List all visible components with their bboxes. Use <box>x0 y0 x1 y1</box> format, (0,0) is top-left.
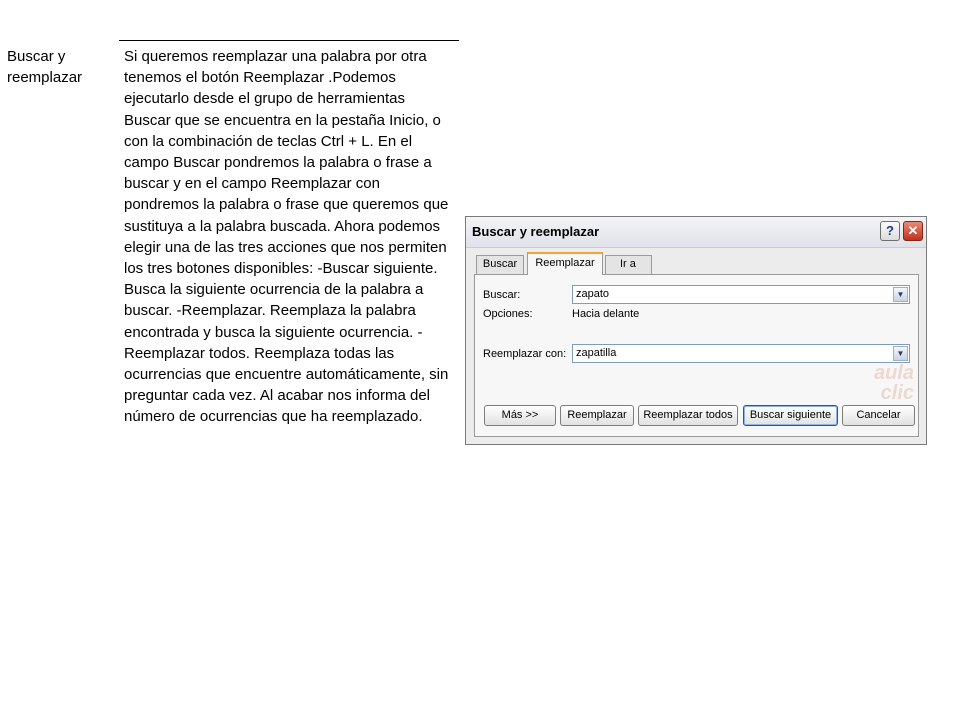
tab-buscar[interactable]: Buscar <box>476 255 524 274</box>
buscar-value: zapato <box>576 288 610 300</box>
chevron-down-icon[interactable]: ▼ <box>893 287 908 302</box>
buscar-siguiente-button[interactable]: Buscar siguiente <box>743 405 838 426</box>
top-rule <box>119 40 459 41</box>
tab-ir-a[interactable]: Ir a <box>605 255 652 274</box>
help-icon[interactable]: ? <box>880 221 900 241</box>
find-replace-dialog <box>465 216 927 445</box>
opciones-value: Hacia delante <box>572 308 640 320</box>
tab-reemplazar[interactable]: Reemplazar <box>527 252 603 275</box>
dialog-title: Buscar y reemplazar <box>472 224 600 239</box>
reemplazar-button[interactable]: Reemplazar <box>560 405 634 426</box>
watermark-text-top: aula <box>873 362 914 384</box>
buscar-input[interactable] <box>572 285 910 304</box>
aulaclic-watermark <box>844 362 916 407</box>
reemplazar-todos-button[interactable]: Reemplazar todos <box>638 405 738 426</box>
watermark-text-bottom: clic <box>880 382 914 404</box>
close-icon[interactable]: ✕ <box>903 221 923 241</box>
reemplazar-label: Reemplazar con: <box>483 348 567 360</box>
side-heading: Buscar y reemplazar <box>7 48 83 86</box>
buscar-label: Buscar: <box>483 289 521 301</box>
cancelar-button[interactable]: Cancelar <box>842 405 915 426</box>
mas-button[interactable]: Más >> <box>484 405 556 426</box>
reemplazar-value: zapatilla <box>576 347 617 359</box>
reemplazar-input[interactable] <box>572 344 910 363</box>
opciones-label: Opciones: <box>483 308 533 320</box>
body-text: Si queremos reemplazar una palabra por otra tenemos el botón Reemplazar .Podemos ejecutarlo desde el grupo de herramientas Buscar que se encuentra en la pestaña Inicio, o con la combinación de teclas Ctrl + L. En el campo Buscar pondremos la palabra o frase a buscar y en el campo Reemplazar con pondremos la palabra o frase que queremos que sustituya a la palabra buscada. Ahora podemos elegir una de las tres acciones que nos permiten los tres botones disponibles: -Buscar siguiente. Busca la siguiente ocurrencia de la palabra a buscar. -Reemplazar. Reemplaza la palabra encontrada y busca la siguiente ocurrencia. -Reemplazar todos. Reemplaza todas las ocurrencias que encuentre automáticamente, sin preguntar cada vez. Al acabar nos informa del número de ocurrencias que ha reemplazado. <box>124 48 449 426</box>
chevron-down-icon[interactable]: ▼ <box>893 346 908 361</box>
title-bar <box>466 217 926 248</box>
